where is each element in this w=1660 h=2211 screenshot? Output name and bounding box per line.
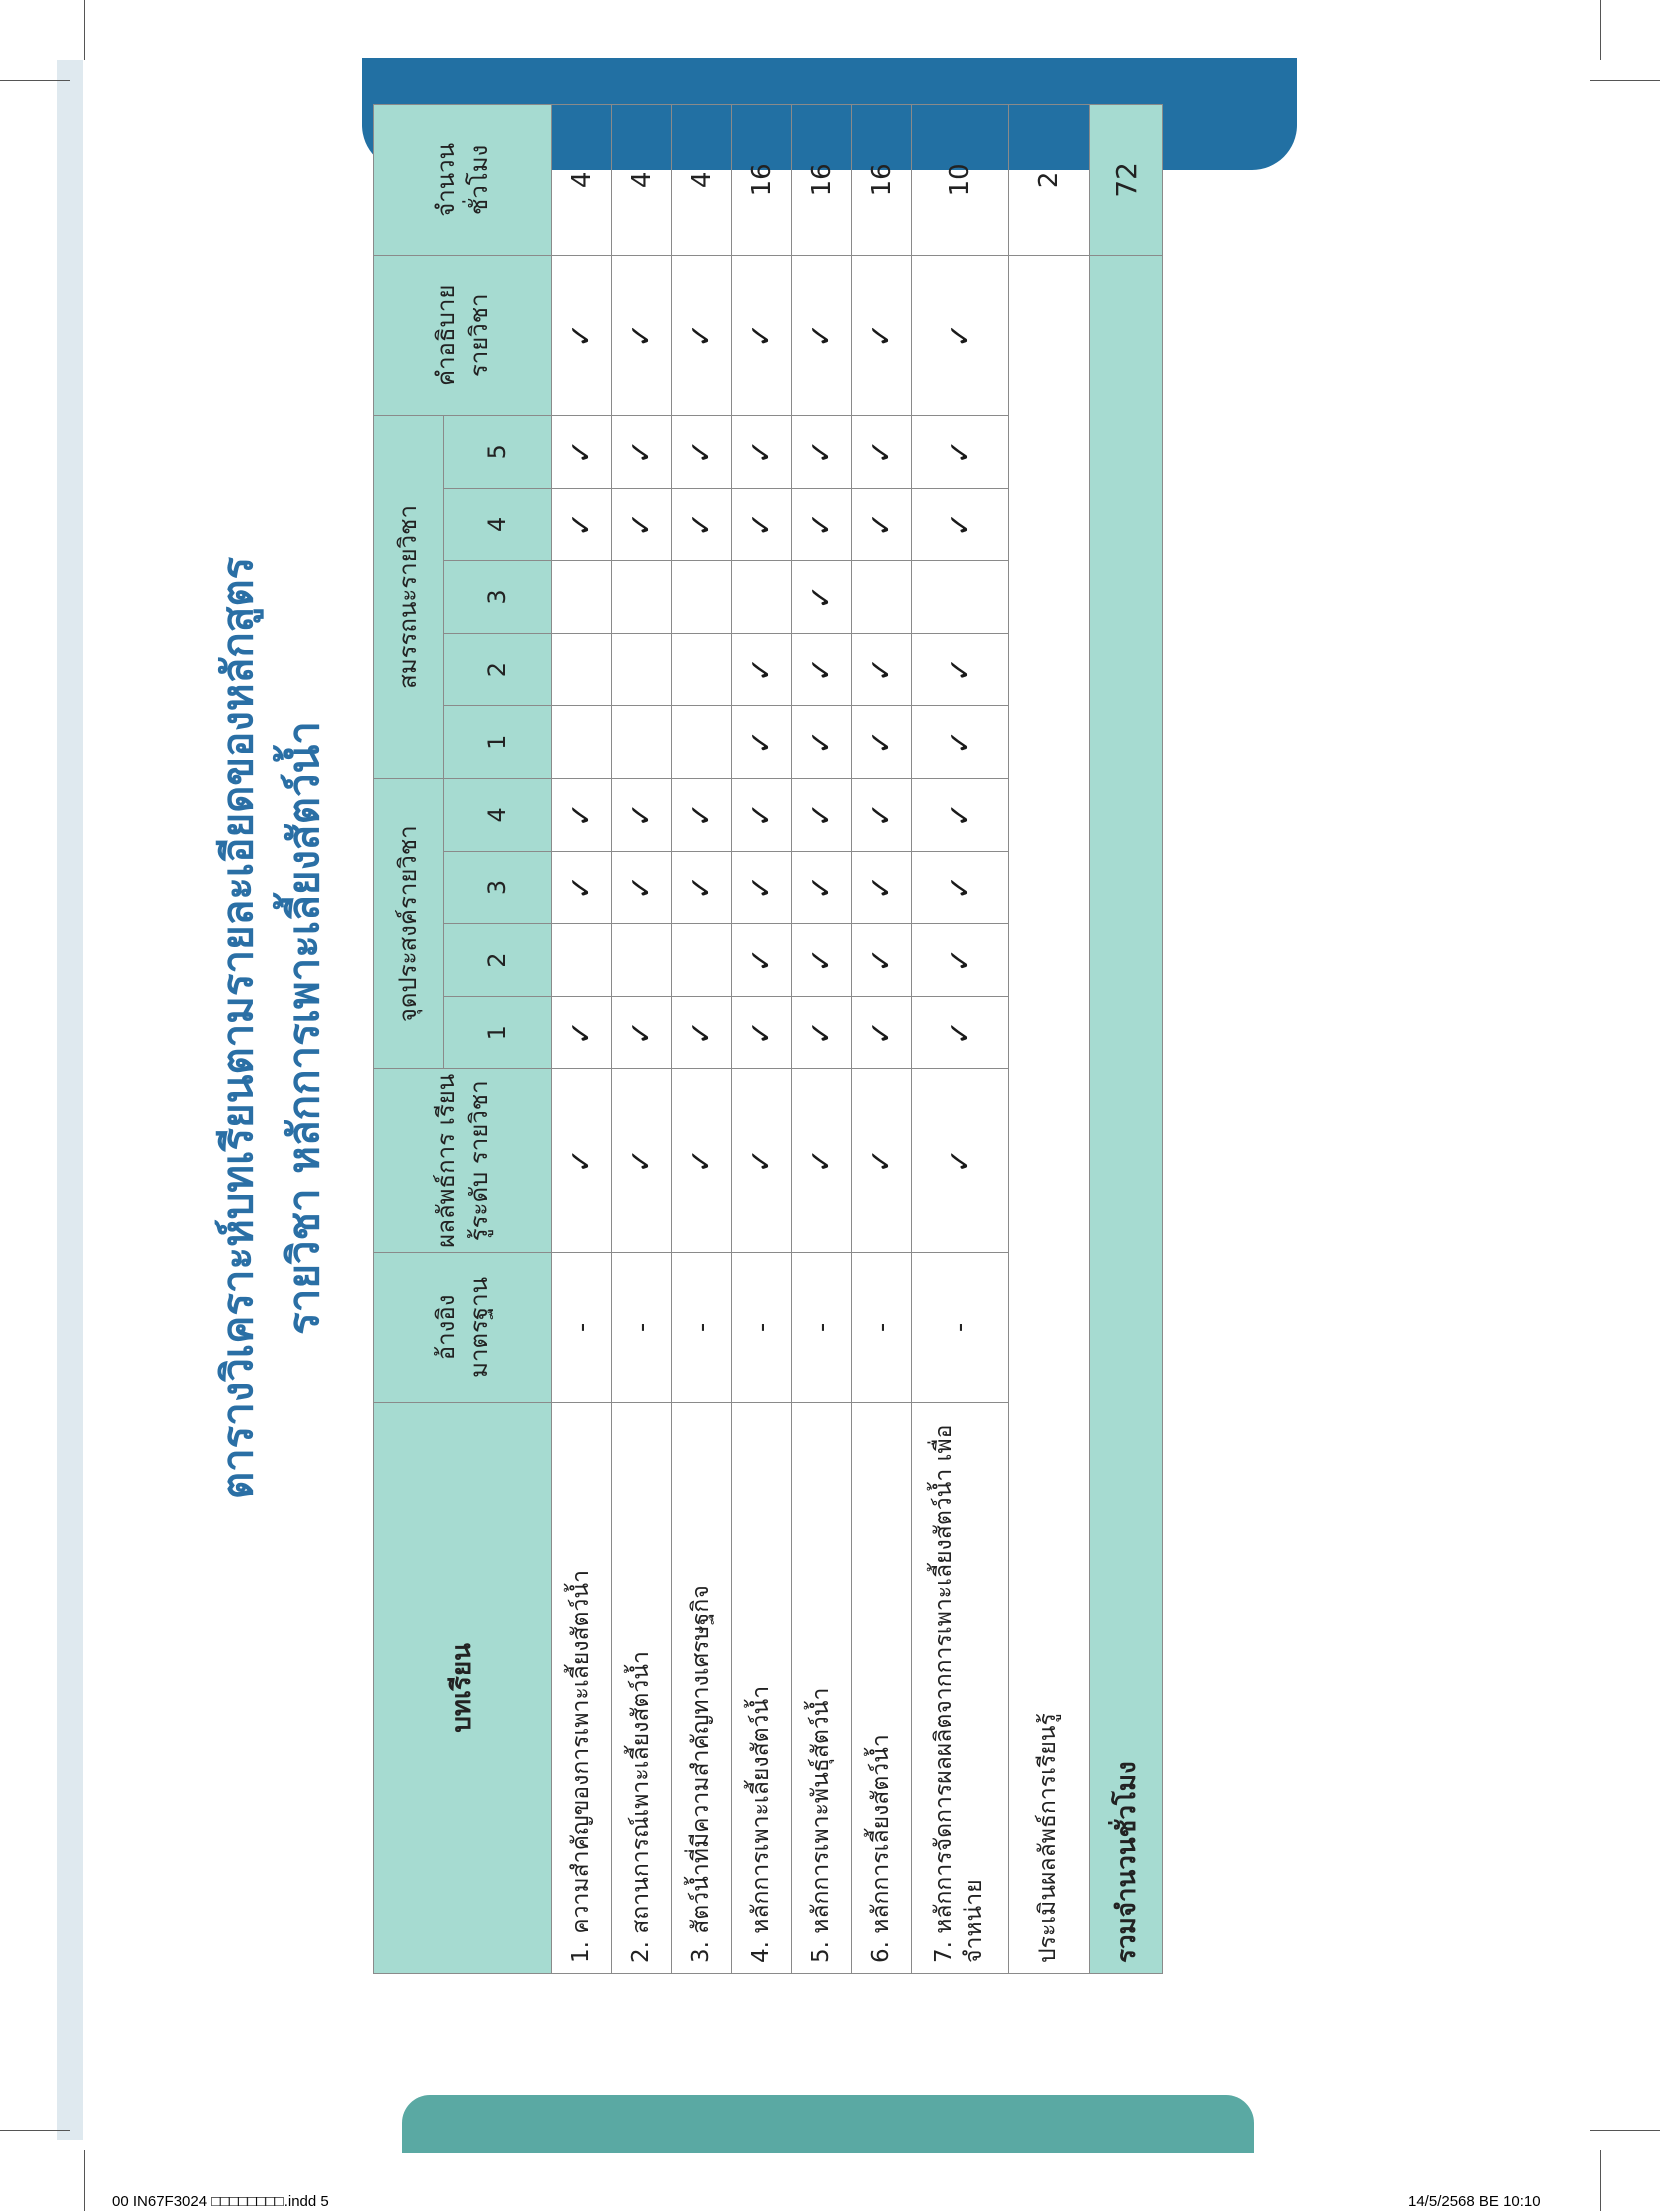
objective-cell-2 — [852, 924, 912, 997]
check-mark-icon: ✓ — [864, 1148, 899, 1174]
check-mark-icon: ✓ — [624, 1020, 659, 1046]
rotated-page-content — [205, 78, 1265, 1978]
objective-cell-1 — [792, 996, 852, 1069]
check-mark-icon: ✓ — [804, 1020, 839, 1046]
competency-cell-4 — [612, 488, 672, 561]
check-mark-icon: ✓ — [624, 1148, 659, 1174]
objective-cell-4 — [732, 779, 792, 852]
check-mark-icon: ✓ — [804, 657, 839, 683]
learning-outcome-cell — [912, 1069, 1009, 1253]
check-mark-icon: ✓ — [684, 439, 719, 465]
standard-ref-cell: - — [612, 1253, 672, 1403]
check-mark-icon: ✓ — [744, 439, 779, 465]
objective-cell-1 — [552, 996, 612, 1069]
check-mark-icon: ✓ — [804, 439, 839, 465]
objective-cell-3 — [732, 851, 792, 924]
check-mark-icon: ✓ — [942, 439, 978, 465]
crop-mark — [84, 0, 85, 60]
objective-cell-2 — [732, 924, 792, 997]
hours-cell: 4 — [672, 105, 732, 256]
print-slug-date: 14/5/2568 BE 10:10 — [1408, 2193, 1541, 2210]
standard-ref-cell: - — [732, 1253, 792, 1403]
objective-cell-4 — [612, 779, 672, 852]
check-mark-icon: ✓ — [624, 322, 659, 348]
check-mark-icon: ✓ — [864, 947, 899, 973]
check-mark-icon: ✓ — [942, 1020, 978, 1046]
competency-cell-1 — [612, 706, 672, 779]
competency-cell-1 — [732, 706, 792, 779]
total-label: รวมจำนวนชั่วโมง — [1090, 255, 1163, 1973]
crop-mark — [1590, 2130, 1660, 2131]
hours-cell: 10 — [912, 105, 1009, 256]
competency-cell-5 — [852, 415, 912, 488]
check-mark-icon: ✓ — [624, 439, 659, 465]
competency-cell-5 — [792, 415, 852, 488]
check-mark-icon: ✓ — [942, 802, 978, 828]
header-standard-ref: อ้างอิง มาตรฐาน — [374, 1253, 552, 1403]
crop-mark — [0, 80, 70, 81]
check-mark-icon: ✓ — [804, 322, 839, 348]
learning-outcome-cell — [792, 1069, 852, 1253]
check-mark-icon: ✓ — [864, 657, 899, 683]
check-mark-icon: ✓ — [564, 322, 599, 348]
lesson-cell: 4. หลักการเพาะเลี้ยงสัตว์น้ำ — [732, 1402, 792, 1973]
competency-cell-4 — [732, 488, 792, 561]
check-mark-icon: ✓ — [564, 802, 599, 828]
check-mark-icon: ✓ — [564, 511, 599, 537]
description-cell — [552, 255, 612, 415]
total-row — [1090, 105, 1163, 1974]
competency-cell-2 — [552, 633, 612, 706]
competency-cell-4 — [552, 488, 612, 561]
check-mark-icon: ✓ — [564, 1148, 599, 1174]
learning-outcome-cell — [612, 1069, 672, 1253]
check-mark-icon: ✓ — [942, 729, 978, 755]
page-title: ตารางวิเคราะห์บทเรียนตามรายละเอียดของหลักสูตร — [213, 556, 262, 1500]
hours-cell: 16 — [732, 105, 792, 256]
competency-cell-4 — [672, 488, 732, 561]
check-mark-icon: ✓ — [804, 947, 839, 973]
assessment-label: ประเมินผลลัพธ์การเรียนรู้ — [1009, 255, 1090, 1973]
bottom-banner — [402, 2095, 1254, 2153]
competency-cell-3 — [672, 561, 732, 634]
table-row — [732, 105, 792, 1974]
check-mark-icon: ✓ — [804, 729, 839, 755]
lesson-cell: 3. สัตว์น้ำที่มีความสำคัญทางเศรษฐกิจ — [672, 1402, 732, 1973]
competency-cell-5 — [612, 415, 672, 488]
competency-num-3: 3 — [444, 561, 552, 634]
objective-cell-1 — [912, 996, 1009, 1069]
table-row — [792, 105, 852, 1974]
competency-cell-2 — [912, 633, 1009, 706]
standard-ref-cell: - — [552, 1253, 612, 1403]
learning-outcome-cell — [732, 1069, 792, 1253]
hours-cell: 16 — [852, 105, 912, 256]
objective-cell-4 — [552, 779, 612, 852]
check-mark-icon: ✓ — [804, 584, 839, 610]
competency-cell-1 — [912, 706, 1009, 779]
check-mark-icon: ✓ — [864, 874, 899, 901]
competency-cell-1 — [852, 706, 912, 779]
competency-num-4: 4 — [444, 488, 552, 561]
check-mark-icon: ✓ — [744, 322, 779, 348]
competency-cell-5 — [732, 415, 792, 488]
check-mark-icon: ✓ — [744, 802, 779, 828]
objective-cell-4 — [672, 779, 732, 852]
check-mark-icon: ✓ — [804, 802, 839, 828]
competency-cell-3 — [552, 561, 612, 634]
lesson-cell: 2. สถานการณ์เพาะเลี้ยงสัตว์น้ำ — [612, 1402, 672, 1973]
header-description: คำอธิบาย รายวิชา — [374, 255, 552, 415]
print-slug-file: 00 IN67F3024 □□□□□□□□.indd 5 — [112, 2193, 329, 2210]
check-mark-icon: ✓ — [942, 322, 978, 348]
description-cell — [792, 255, 852, 415]
competency-cell-3 — [732, 561, 792, 634]
hours-cell: 16 — [792, 105, 852, 256]
check-mark-icon: ✓ — [942, 947, 978, 973]
standard-ref-cell: - — [852, 1253, 912, 1403]
check-mark-icon: ✓ — [804, 1148, 839, 1174]
header-objectives: จุดประสงค์รายวิชา — [374, 779, 444, 1069]
learning-outcome-cell — [852, 1069, 912, 1253]
competency-cell-3 — [612, 561, 672, 634]
competency-cell-5 — [912, 415, 1009, 488]
check-mark-icon: ✓ — [624, 511, 659, 537]
objective-cell-2 — [552, 924, 612, 997]
objective-cell-2 — [612, 924, 672, 997]
standard-ref-cell: - — [672, 1253, 732, 1403]
page-subtitle: รายวิชา หลักการเพาะเลี้ยงสัตว์น้ำ — [279, 721, 328, 1335]
competency-cell-5 — [552, 415, 612, 488]
check-mark-icon: ✓ — [684, 1020, 719, 1046]
check-mark-icon: ✓ — [744, 657, 779, 683]
competency-num-1: 1 — [444, 706, 552, 779]
objective-cell-3 — [612, 851, 672, 924]
check-mark-icon: ✓ — [864, 729, 899, 755]
objective-cell-1 — [852, 996, 912, 1069]
competency-cell-3 — [792, 561, 852, 634]
lesson-cell: 1. ความสำคัญของการเพาะเลี้ยงสัตว์น้ำ — [552, 1402, 612, 1973]
table-row — [612, 105, 672, 1974]
crop-mark — [1590, 80, 1660, 81]
left-margin-strip — [57, 60, 83, 2140]
header-learning-outcome: ผลลัพธ์การ เรียนรู้ระดับ รายวิชา — [374, 1069, 552, 1253]
check-mark-icon: ✓ — [864, 439, 899, 465]
competency-cell-1 — [792, 706, 852, 779]
header-hours: จำนวน ชั่วโมง — [374, 105, 552, 256]
check-mark-icon: ✓ — [942, 874, 978, 901]
check-mark-icon: ✓ — [744, 947, 779, 973]
competency-cell-2 — [732, 633, 792, 706]
competency-num-5: 5 — [444, 415, 552, 488]
hours-cell: 4 — [552, 105, 612, 256]
lesson-cell: 7. หลักการจัดการผลผลิตจากการเพาะเลี้ยงสัตว์น้ำ เพื่อจำหน่าย — [912, 1402, 1009, 1973]
competency-cell-1 — [672, 706, 732, 779]
check-mark-icon: ✓ — [864, 1020, 899, 1046]
objective-cell-1 — [612, 996, 672, 1069]
check-mark-icon: ✓ — [624, 874, 659, 901]
crop-mark — [1600, 0, 1601, 60]
check-mark-icon: ✓ — [804, 511, 839, 537]
competency-cell-4 — [912, 488, 1009, 561]
check-mark-icon: ✓ — [564, 439, 599, 465]
competency-cell-4 — [792, 488, 852, 561]
check-mark-icon: ✓ — [684, 1148, 719, 1174]
check-mark-icon: ✓ — [564, 874, 599, 901]
standard-ref-cell: - — [792, 1253, 852, 1403]
check-mark-icon: ✓ — [864, 322, 899, 348]
check-mark-icon: ✓ — [744, 874, 779, 901]
hours-cell: 4 — [612, 105, 672, 256]
competency-cell-2 — [612, 633, 672, 706]
table-row — [852, 105, 912, 1974]
check-mark-icon: ✓ — [684, 874, 719, 901]
description-cell — [912, 255, 1009, 415]
lesson-cell: 6. หลักการเลี้ยงสัตว์น้ำ — [852, 1402, 912, 1973]
objective-cell-2 — [912, 924, 1009, 997]
header-competencies: สมรรถนะรายวิชา — [374, 415, 444, 778]
total-hours: 72 — [1090, 105, 1163, 256]
check-mark-icon: ✓ — [684, 511, 719, 537]
crop-mark — [0, 2130, 70, 2131]
objective-num-1: 1 — [444, 996, 552, 1069]
objective-cell-4 — [792, 779, 852, 852]
objective-cell-2 — [672, 924, 732, 997]
header-lesson: บทเรียน — [374, 1402, 552, 1973]
objective-num-3: 3 — [444, 851, 552, 924]
objective-cell-3 — [552, 851, 612, 924]
check-mark-icon: ✓ — [744, 1148, 779, 1174]
competency-cell-2 — [852, 633, 912, 706]
check-mark-icon: ✓ — [684, 802, 719, 828]
check-mark-icon: ✓ — [744, 729, 779, 755]
objective-cell-4 — [852, 779, 912, 852]
description-cell — [612, 255, 672, 415]
objective-cell-3 — [672, 851, 732, 924]
learning-outcome-cell — [672, 1069, 732, 1253]
objective-num-2: 2 — [444, 924, 552, 997]
crop-mark — [1600, 2150, 1601, 2211]
competency-cell-5 — [672, 415, 732, 488]
check-mark-icon: ✓ — [864, 511, 899, 537]
check-mark-icon: ✓ — [564, 1020, 599, 1046]
assessment-row — [1009, 105, 1090, 1974]
table-row — [912, 105, 1009, 1974]
competency-cell-3 — [852, 561, 912, 634]
competency-cell-1 — [552, 706, 612, 779]
table-row — [552, 105, 612, 1974]
assessment-hours: 2 — [1009, 105, 1090, 256]
check-mark-icon: ✓ — [942, 657, 978, 683]
learning-outcome-cell — [552, 1069, 612, 1253]
competency-cell-2 — [672, 633, 732, 706]
check-mark-icon: ✓ — [804, 874, 839, 901]
description-cell — [672, 255, 732, 415]
competency-cell-4 — [852, 488, 912, 561]
objective-cell-4 — [912, 779, 1009, 852]
competency-num-2: 2 — [444, 633, 552, 706]
check-mark-icon: ✓ — [624, 802, 659, 828]
objective-cell-3 — [912, 851, 1009, 924]
check-mark-icon: ✓ — [942, 1148, 978, 1174]
objective-cell-3 — [852, 851, 912, 924]
crop-mark — [84, 2150, 85, 2211]
check-mark-icon: ✓ — [744, 511, 779, 537]
lesson-cell: 5. หลักการเพาะพันธุ์สัตว์น้ำ — [792, 1402, 852, 1973]
objective-num-4: 4 — [444, 779, 552, 852]
objective-cell-1 — [672, 996, 732, 1069]
check-mark-icon: ✓ — [942, 511, 978, 537]
description-cell — [852, 255, 912, 415]
check-mark-icon: ✓ — [864, 802, 899, 828]
check-mark-icon: ✓ — [684, 322, 719, 348]
standard-ref-cell: - — [912, 1253, 1009, 1403]
objective-cell-3 — [792, 851, 852, 924]
objective-cell-1 — [732, 996, 792, 1069]
description-cell — [732, 255, 792, 415]
competency-cell-3 — [912, 561, 1009, 634]
table-row — [672, 105, 732, 1974]
competency-cell-2 — [792, 633, 852, 706]
check-mark-icon: ✓ — [744, 1020, 779, 1046]
objective-cell-2 — [792, 924, 852, 997]
curriculum-analysis-table — [373, 104, 1163, 1974]
